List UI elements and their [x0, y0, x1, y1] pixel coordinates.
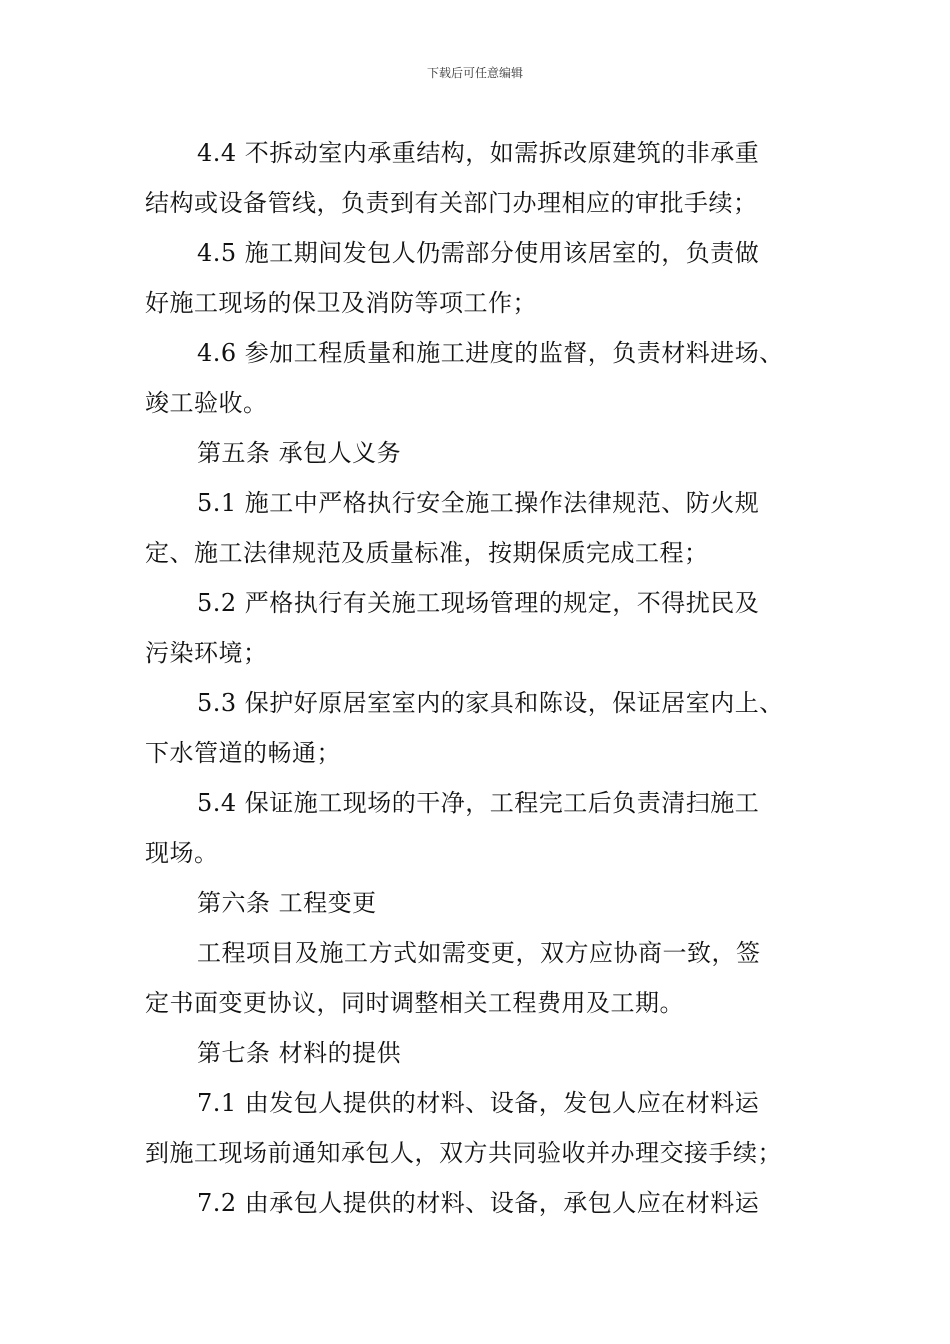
paragraph-line: 工程项目及施工方式如需变更，双方应协商一致，签: [197, 939, 761, 967]
paragraph-line: 定书面变更协议，同时调整相关工程费用及工期。: [145, 989, 684, 1017]
paragraph-line: 好施工现场的保卫及消防等项工作；: [145, 289, 537, 317]
paragraph-line: 5.3 保护好原居室室内的家具和陈设，保证居室内上、: [197, 689, 784, 717]
paragraph-line: 下水管道的畅通；: [145, 739, 341, 767]
paragraph-line: 结构或设备管线，负责到有关部门办理相应的审批手续；: [145, 189, 758, 217]
paragraph-line: 定、施工法律规范及质量标准，按期保质完成工程；: [145, 539, 709, 567]
paragraph-line: 现场。: [145, 839, 219, 867]
paragraph-line: 5.1 施工中严格执行安全施工操作法律规范、防火规: [197, 489, 760, 517]
paragraph-line: 到施工现场前通知承包人，双方共同验收并办理交接手续；: [145, 1139, 782, 1167]
paragraph-line: 4.5 施工期间发包人仍需部分使用该居室的，负责做: [197, 239, 760, 267]
paragraph-line: 5.2 严格执行有关施工现场管理的规定，不得扰民及: [197, 589, 760, 617]
paragraph-line: 7.2 由承包人提供的材料、设备，承包人应在材料运: [197, 1189, 760, 1217]
clause-heading: 第五条 承包人义务: [197, 439, 402, 467]
paragraph-line: 7.1 由发包人提供的材料、设备，发包人应在材料运: [197, 1089, 760, 1117]
paragraph-line: 竣工验收。: [145, 389, 268, 417]
paragraph-line: 4.4 不拆动室内承重结构，如需拆改原建筑的非承重: [197, 139, 760, 167]
paragraph-line: 5.4 保证施工现场的干净，工程完工后负责清扫施工: [197, 789, 760, 817]
clause-heading: 第七条 材料的提供: [197, 1039, 402, 1067]
paragraph-line: 污染环境；: [145, 639, 268, 667]
document-body: [145, 128, 810, 1228]
page-header-note: 下载后可任意编辑: [426, 66, 523, 80]
clause-heading: 第六条 工程变更: [197, 889, 377, 917]
paragraph-line: 4.6 参加工程质量和施工进度的监督，负责材料进场、: [197, 339, 784, 367]
